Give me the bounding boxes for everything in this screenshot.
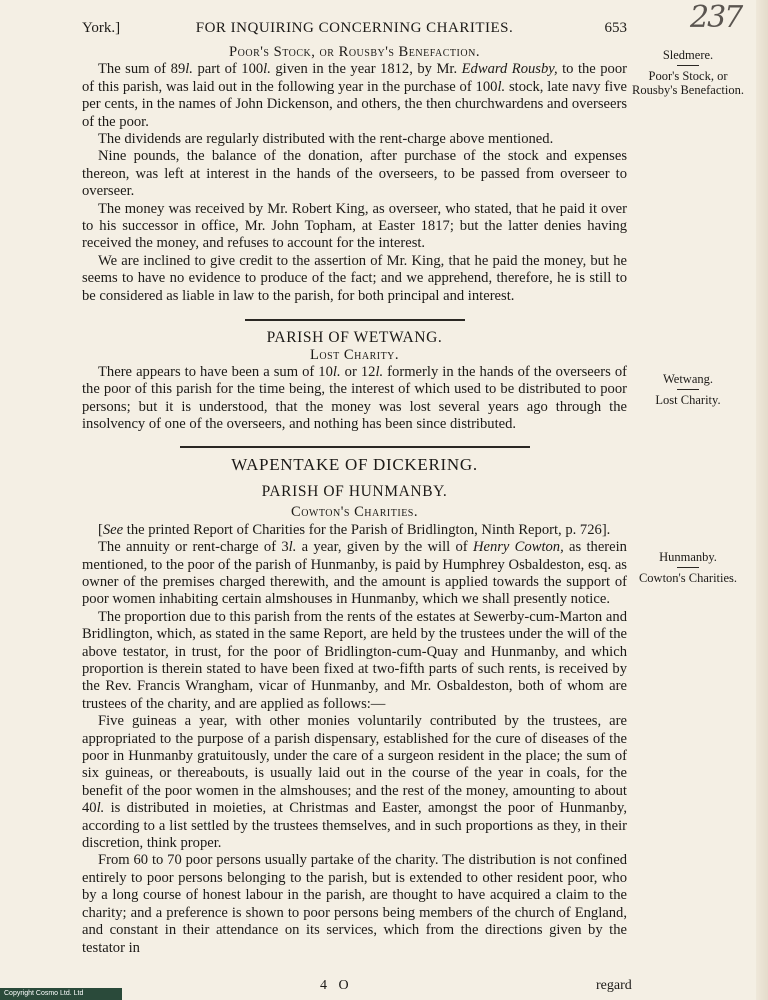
margin-tick bbox=[677, 389, 699, 390]
margin-tick bbox=[677, 567, 699, 568]
section-divider bbox=[180, 446, 530, 448]
paragraph: The proportion due to this parish from the rents of the estates at Sewerby-cum-Marton and Bridlington, which, as stated in the same Report, are held by the trustees under the will of the above testator, in trust, for the poor of Bridlington-cum-Quay and Hunmanby, and which proportion is therein stated to have been fixed at two-fifth parts of such rents, is received by the Rev. Francis Wrangham, vicar of Hunmanby, and Mr. Osbaldeston, both of whom are trustees of the charity, and are applied as follows:— bbox=[82, 608, 627, 712]
handwritten-folio-number: 237 bbox=[690, 0, 742, 35]
header-county: York.] bbox=[82, 20, 121, 36]
page-number: 653 bbox=[604, 20, 627, 36]
section-heading-rousby: Poor's Stock, or Rousby's Benefaction. bbox=[229, 44, 480, 60]
paragraph: Five guineas a year, with other monies voluntarily contributed by the trustees, are appropriated to the purpose of a parish dispensary, established for the cure of diseases of the poor in Hunmanby gratuitously, under the care of a surgeon resident in the place; the sum of six guineas, or thereabouts, is usually laid out in the course of the year in coals, for the benefit of the poor women in the almshouses; and the rest of the money, amounting to about 40l. is distributed in moieties, at Christmas and Easter, amongst the poor of Hunmanby, according to a list settled by the trustees themselves, and in such proportions as they, in their discretion, think proper. bbox=[82, 713, 627, 852]
main-text-column bbox=[82, 44, 627, 957]
margin-note-sledmere: Sledmere. Poor's Stock, or Rousby's Benefaction. bbox=[632, 48, 744, 97]
paragraph: Nine pounds, the balance of the donation, after purchase of the stock and expenses thereon, was left at interest in the hands of the overseers, to be passed from overseer to overseer. bbox=[82, 148, 627, 200]
section-heading-cowton: Cowton's Charities. bbox=[290, 504, 419, 521]
running-header bbox=[82, 20, 627, 40]
paragraph: The annuity or rent-charge of 3l. a year, given by the will of Henry Cowton, as therein mentioned, to the poor of the parish of Hunmanby, is paid by Humphrey Osbaldeston, esq. as owner of the premises charged therewith, and the amount is applied towards the support of poor women inhabiting certain almshouses in Hunmanby, which we shall presently notice. bbox=[82, 539, 627, 608]
page-edge bbox=[756, 0, 768, 1000]
parish-title-hunmanby: PARISH OF HUNMANBY. bbox=[261, 482, 448, 500]
paragraph: We are inclined to give credit to the assertion of Mr. King, that he paid the money, but he seems to have no evidence to produce of the fact; and we apprehend, therefore, he is still to be considered as liable in law to the parish, for both principal and interest. bbox=[82, 252, 627, 304]
margin-tick bbox=[677, 65, 699, 66]
header-title: FOR INQUIRING CONCERNING CHARITIES. bbox=[195, 20, 514, 36]
wapentake-title: WAPENTAKE OF DICKERING. bbox=[231, 454, 478, 474]
margin-note-wetwang: Wetwang. Lost Charity. bbox=[655, 372, 721, 407]
section-divider bbox=[245, 319, 465, 321]
signature-mark: 4 O bbox=[320, 978, 353, 993]
paragraph: [See the printed Report of Charities for the Parish of Bridlington, Ninth Report, p. 726]. bbox=[98, 521, 611, 538]
paragraph: The sum of 89l. part of 100l. given in the year 1812, by Mr. Edward Rousby, to the poor of this parish, was laid out in the following year in the purchase of 100l. stock, late navy five per cents, in the names of John Dickenson, and others, the then churchwardens and overseers of the poor. bbox=[82, 61, 628, 130]
copyright-stamp: Copyright Cosmo Ltd. Ltd bbox=[0, 988, 122, 1000]
margin-note-hunmanby: Hunmanby. Cowton's Charities. bbox=[638, 550, 738, 585]
paragraph: There appears to have been a sum of 10l. or 12l. formerly in the hands of the overseers of the poor of this parish for the time being, the interest of which used to be distributed to poor persons; but it is understood, that the money was lost several years ago through the insolvency of one of the overseers, and nothing has been since distributed. bbox=[82, 363, 627, 433]
paragraph: The money was received by Mr. Robert King, as overseer, who stated, that he paid it over to his successor in office, Mr. John Topham, at Easter 1817; but the latter denies having received the money, and refuses to account for the interest. bbox=[82, 200, 627, 252]
paragraph: From 60 to 70 poor persons usually partake of the charity. The distribution is not confined entirely to poor persons belonging to the parish, but is extended to other resident poor, who by a long course of honest labour in the parish, are thought to have acquired a claim to the charity; and a preference is shown to poor persons being members of the church of England, and constant in their attendance on its services, which from the directions given by the testator in bbox=[82, 852, 627, 956]
catchword: regard bbox=[596, 978, 632, 993]
paragraph: The dividends are regularly distributed with the rent-charge above mentioned. bbox=[98, 131, 554, 148]
section-heading-lost-charity: Lost Charity. bbox=[309, 346, 400, 363]
parish-title-wetwang: PARISH OF WETWANG. bbox=[266, 329, 443, 347]
